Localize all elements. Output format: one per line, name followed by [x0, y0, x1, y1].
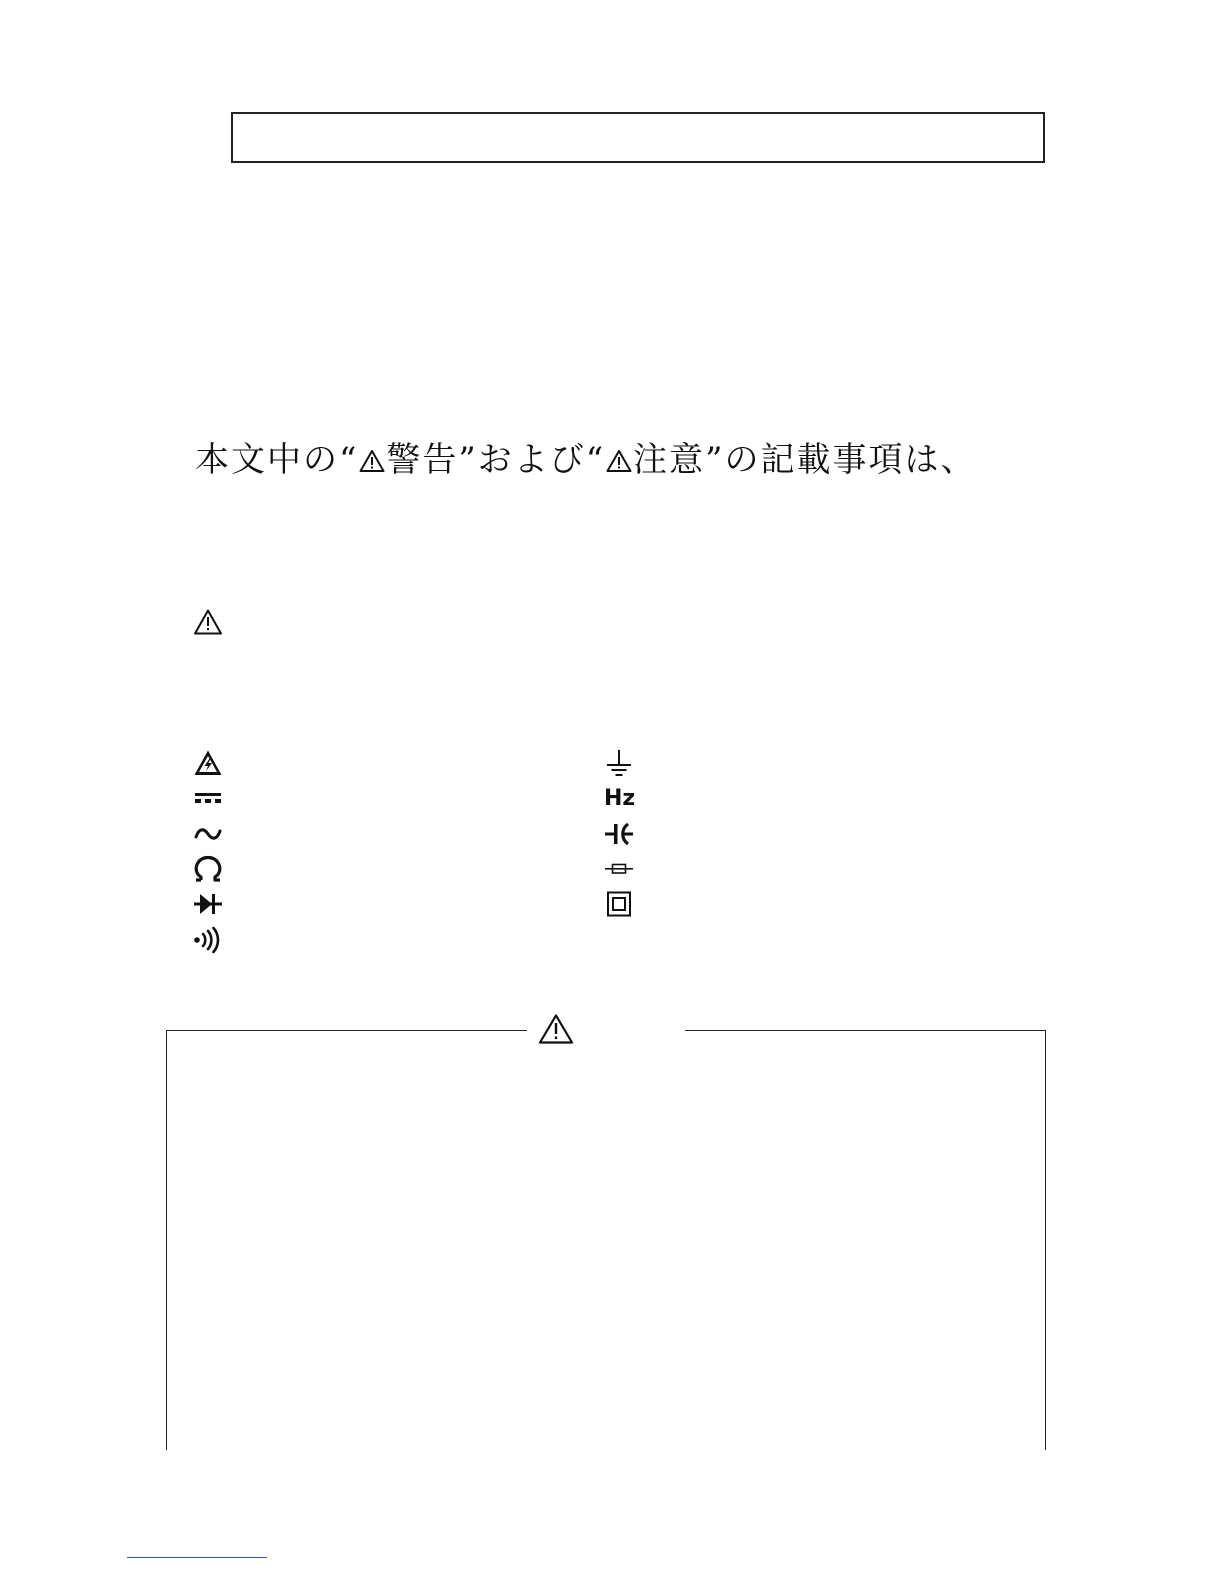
double-insulation-icon	[604, 890, 636, 918]
ac-current-icon	[193, 820, 225, 848]
caution-triangle-icon	[606, 440, 632, 484]
caution-heading-triangle-icon	[538, 1013, 574, 1045]
frequency-icon	[604, 785, 636, 813]
diode-icon	[193, 890, 225, 918]
frequency-label: Hz	[604, 786, 636, 811]
ground-icon	[604, 749, 636, 777]
continuity-buzzer-icon	[193, 926, 225, 954]
capacitor-icon	[604, 820, 636, 848]
intro-sentence	[195, 438, 977, 484]
intro-text-part2: 警告”および“	[386, 440, 606, 480]
intro-text-part3: 注意”の記載事項は、	[633, 440, 977, 480]
caution-frame	[166, 1030, 1046, 1450]
dc-current-icon	[193, 785, 225, 813]
frame-top-right-rule	[685, 1030, 1046, 1031]
ohm-icon	[193, 855, 225, 883]
intro-text-part1: 本文中の“	[195, 440, 359, 480]
attention-triangle-icon	[193, 608, 223, 636]
high-voltage-warning-icon	[193, 749, 225, 777]
warning-triangle-icon	[359, 440, 385, 484]
fuse-icon	[604, 855, 636, 883]
page-link-underline[interactable]	[127, 1557, 267, 1558]
title-box	[231, 112, 1045, 163]
frame-right-rule	[1045, 1030, 1046, 1450]
frame-top-left-rule	[166, 1030, 527, 1031]
frame-left-rule	[166, 1030, 167, 1450]
